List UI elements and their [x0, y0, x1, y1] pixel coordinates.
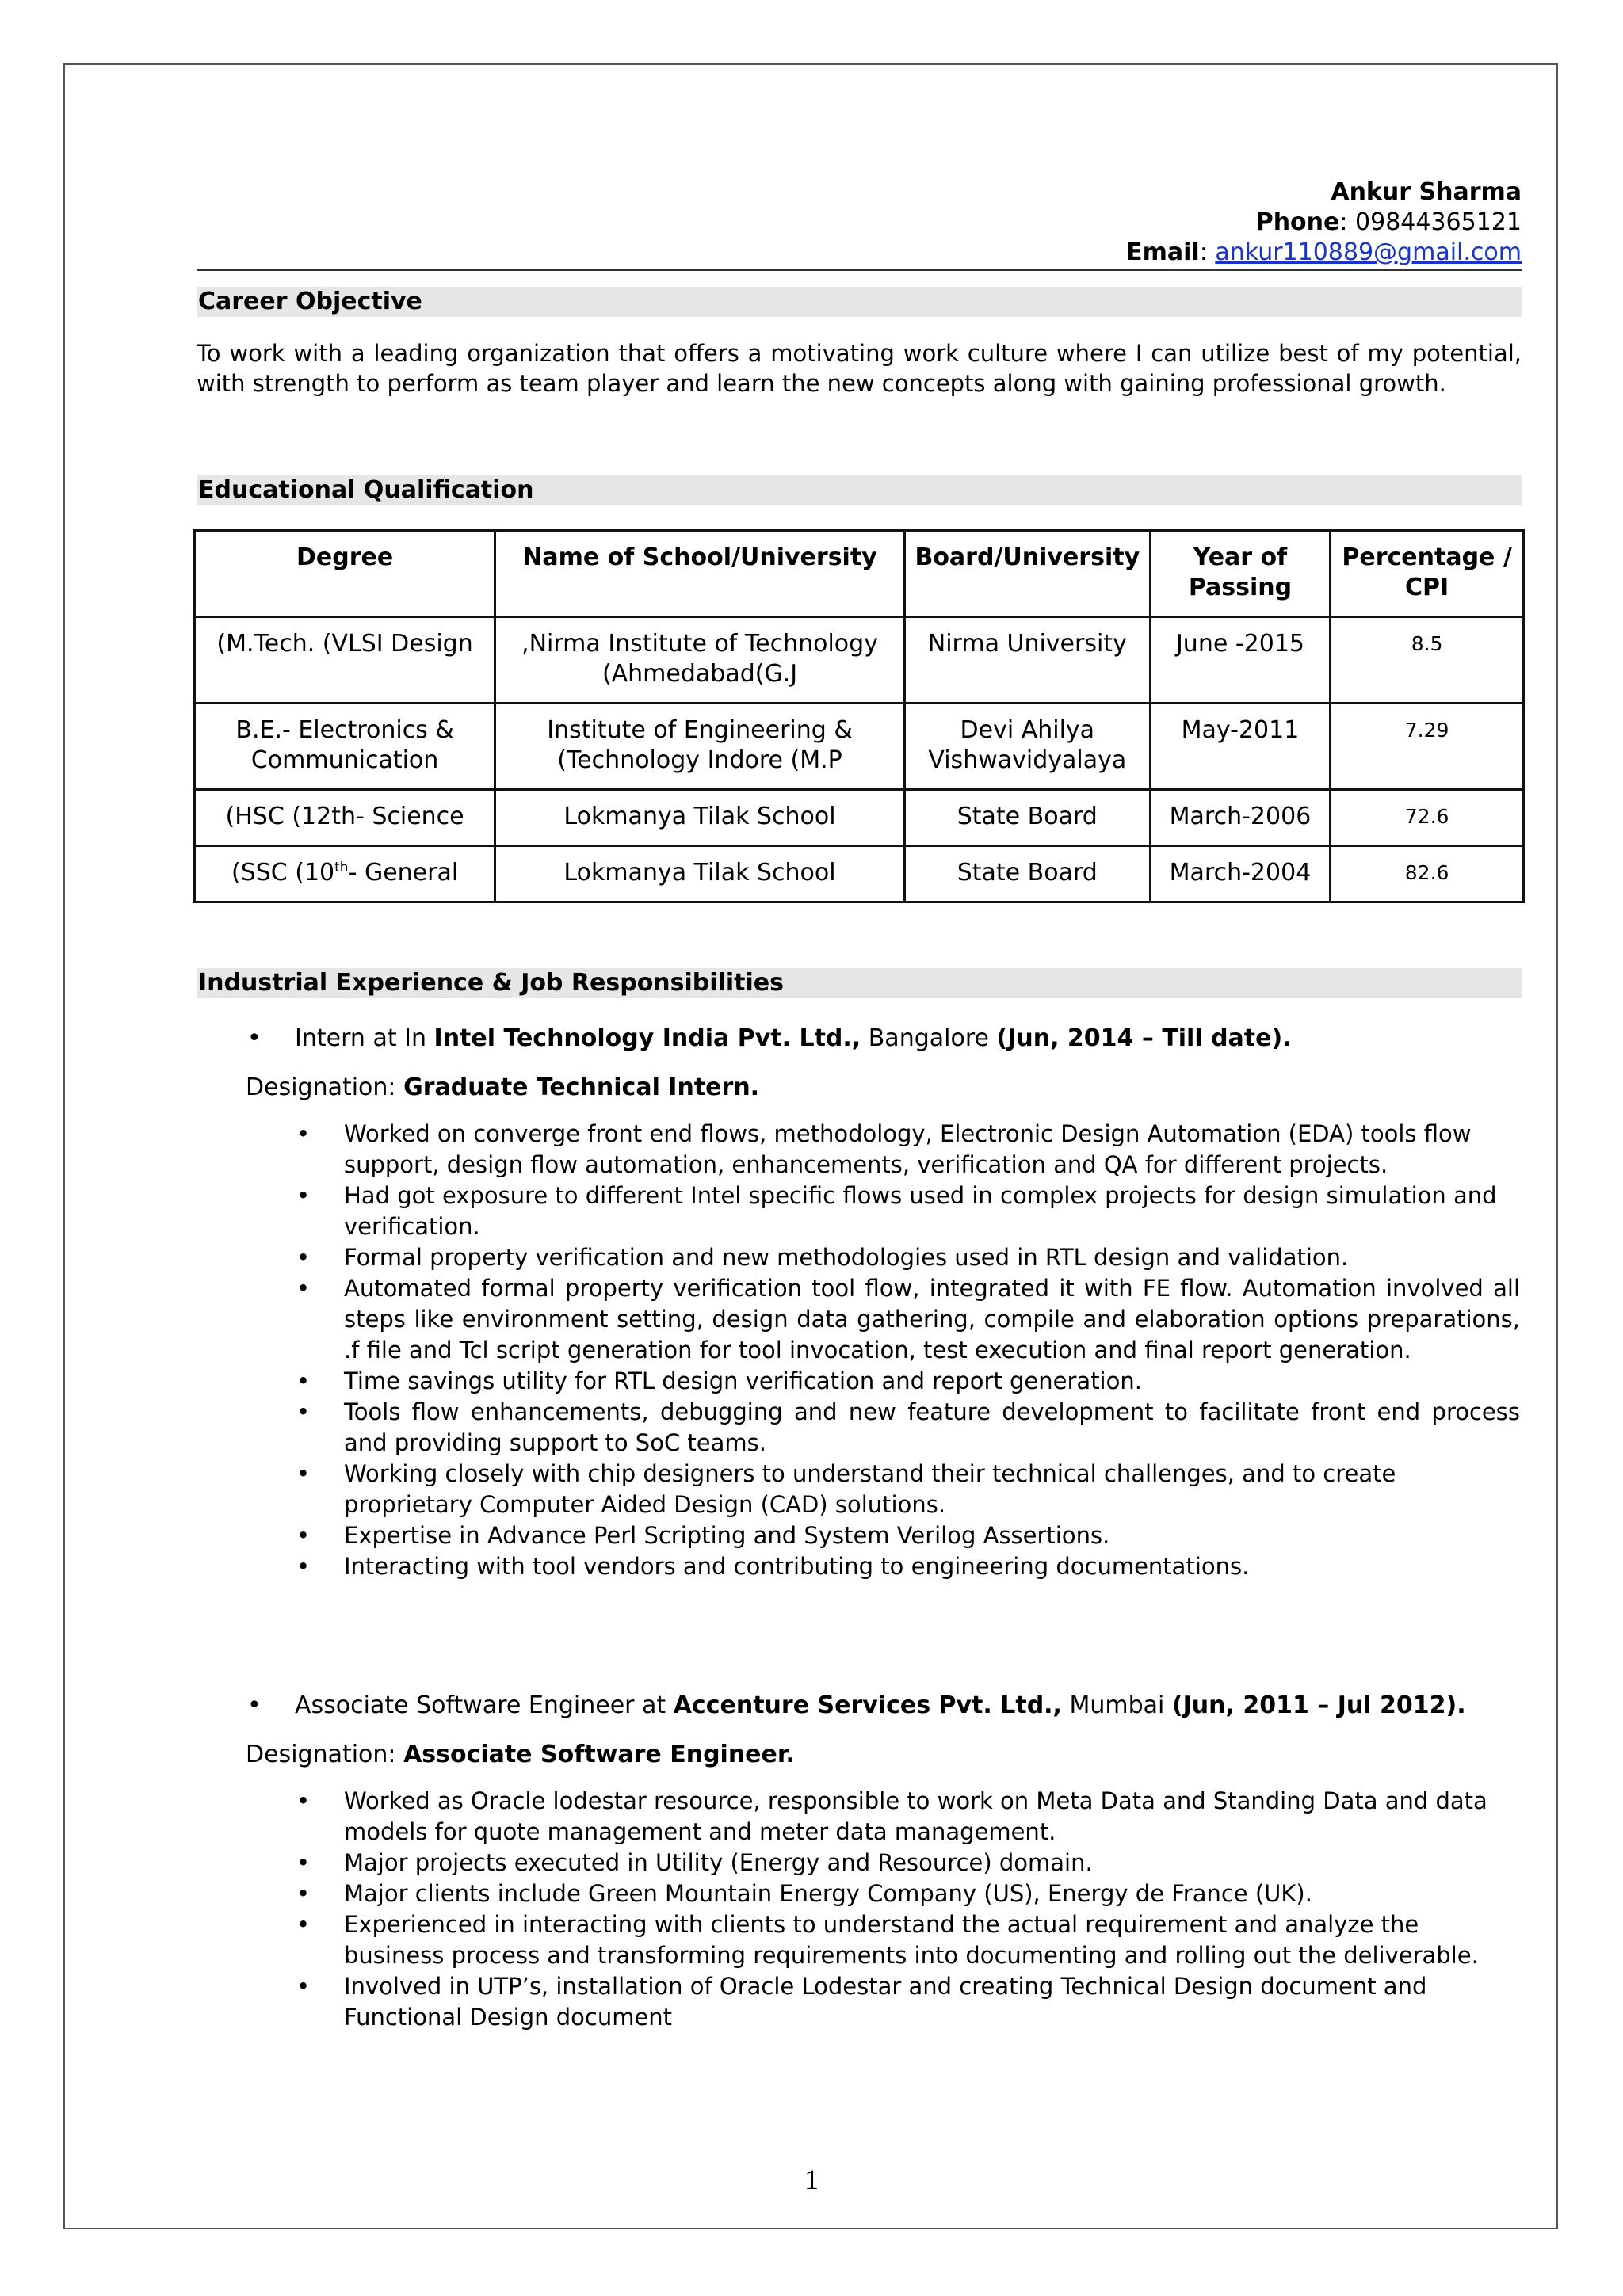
- job-city: Mumbai: [1061, 1691, 1172, 1719]
- school-cell: Lokmanya Tilak School: [495, 846, 905, 902]
- degree-cell: (HSC (12th- Science: [195, 790, 495, 846]
- contact-header: [197, 177, 1522, 268]
- board-cell: State Board: [904, 790, 1150, 846]
- year-cell: March-2004: [1150, 846, 1330, 902]
- job-title-line: [295, 1691, 1466, 1721]
- list-item: • Major clients include Green Mountain Energy Company (US), Energy de France (UK).: [344, 1878, 1520, 1909]
- job-title-line: [295, 1024, 1292, 1054]
- table-row: [195, 846, 1524, 902]
- job-period: (Jun, 2014 – Till date).: [996, 1024, 1292, 1052]
- year-cell: May-2011: [1150, 704, 1330, 790]
- board-cell: Nirma University: [904, 617, 1150, 704]
- year-cell: March-2006: [1150, 790, 1330, 846]
- school-cell: Lokmanya Tilak School: [495, 790, 905, 846]
- percentage-cell: 72.6: [1331, 790, 1524, 846]
- list-item: • Involved in UTP’s, installation of Oracle Lodestar and creating Technical Design document and Functional Design document: [344, 1971, 1520, 2033]
- list-item: • Had got exposure to different Intel specific flows used in complex projects for design simulation and verification.: [344, 1180, 1520, 1242]
- degree-text: (SSC (10: [231, 859, 335, 887]
- designation-value: Associate Software Engineer.: [403, 1741, 795, 1768]
- column-header: Degree: [195, 531, 495, 617]
- column-header: Percentage / CPI: [1331, 531, 1524, 617]
- section-heading-experience: Industrial Experience & Job Responsibilities: [197, 968, 1522, 998]
- candidate-name: Ankur Sharma: [1331, 178, 1522, 206]
- email-label: Email: [1126, 238, 1200, 266]
- year-cell: June -2015: [1150, 617, 1330, 704]
- header-divider: [197, 269, 1522, 271]
- board-cell: State Board: [904, 846, 1150, 902]
- designation-line: [246, 1073, 759, 1103]
- designation-line: [246, 1740, 795, 1770]
- table-row: [195, 704, 1524, 790]
- degree-cell: (M.Tech. (VLSI Design: [195, 617, 495, 704]
- table-row: [195, 790, 1524, 846]
- percentage-cell: 82.6: [1331, 846, 1524, 902]
- designation-value: Graduate Technical Intern.: [403, 1074, 760, 1101]
- section-heading-education: Educational Qualification: [197, 475, 1522, 505]
- list-item: • Automated formal property verification tool flow, integrated it with FE flow. Automation involved all steps like environment setting, design data gathering, compile and elaboration options preparations, .f file and Tcl script generation for tool invocation, test execution and final report generation.: [344, 1273, 1520, 1366]
- responsibility-list: [344, 1786, 1520, 2033]
- degree-text-suffix: - General: [348, 859, 459, 887]
- list-item: • Formal property verification and new methodologies used in RTL design and validation.: [344, 1242, 1520, 1273]
- job-period: (Jun, 2011 – Jul 2012).: [1171, 1691, 1466, 1719]
- bullet-icon: •: [247, 1691, 262, 1719]
- column-header: Board/University: [904, 531, 1150, 617]
- list-item: • Expertise in Advance Perl Scripting and System Verilog Assertions.: [344, 1520, 1520, 1551]
- job-city: Bangalore: [861, 1024, 997, 1052]
- job-role: Intern at In: [295, 1024, 434, 1052]
- phone-label: Phone: [1255, 208, 1340, 236]
- table-row: [195, 617, 1524, 704]
- degree-superscript: th: [334, 860, 349, 875]
- list-item: • Experienced in interacting with clients to understand the actual requirement and analyze the business process and transforming requirements into documenting and rolling out the deliverable.: [344, 1909, 1520, 1971]
- percentage-cell: 7.29: [1331, 704, 1524, 790]
- list-item: • Interacting with tool vendors and contributing to engineering documentations.: [344, 1551, 1520, 1582]
- board-cell: Devi Ahilya Vishwavidyalaya: [904, 704, 1150, 790]
- education-table: [193, 529, 1525, 903]
- list-item: • Worked as Oracle lodestar resource, responsible to work on Meta Data and Standing Data and data models for quote management and meter data management.: [344, 1786, 1520, 1848]
- list-item: • Working closely with chip designers to understand their technical challenges, and to create proprietary Computer Aided Design (CAD) solutions.: [344, 1459, 1520, 1520]
- company-name: Intel Technology India Pvt. Ltd.,: [433, 1024, 861, 1052]
- column-header: Year of Passing: [1150, 531, 1330, 617]
- school-cell: ,Nirma Institute of Technology (Ahmedabad(G.J: [495, 617, 905, 704]
- degree-cell: B.E.- Electronics & Communication: [195, 704, 495, 790]
- phone-line: Phone: 09844365121: [1255, 208, 1522, 236]
- percentage-cell: 8.5: [1331, 617, 1524, 704]
- table-header-row: [195, 531, 1524, 617]
- list-item: • Major projects executed in Utility (Energy and Resource) domain.: [344, 1848, 1520, 1878]
- career-objective-text: To work with a leading organization that offers a motivating work culture where I can utilize best of my potential, with strength to perform as team player and learn the new concepts along with gaining professional growth.: [197, 340, 1522, 397]
- designation-label: Designation:: [246, 1074, 404, 1101]
- job-role: Associate Software Engineer at: [295, 1691, 674, 1719]
- page-number: 1: [804, 2164, 819, 2195]
- list-item: • Worked on converge front end flows, methodology, Electronic Design Automation (EDA) tools flow support, design flow automation, enhancements, verification and QA for different projects.: [344, 1119, 1520, 1180]
- phone-value: 09844365121: [1355, 208, 1522, 236]
- list-item: • Tools flow enhancements, debugging and new feature development to facilitate front end process and providing support to SoC teams.: [344, 1397, 1520, 1459]
- bullet-icon: •: [247, 1024, 262, 1052]
- degree-cell: [195, 846, 495, 902]
- designation-label: Designation:: [246, 1741, 404, 1768]
- email-link[interactable]: ankur110889@gmail.com: [1215, 238, 1522, 266]
- school-cell: Institute of Engineering & (Technology Indore (M.P: [495, 704, 905, 790]
- email-line: Email: ankur110889@gmail.com: [1126, 238, 1522, 266]
- column-header: Name of School/University: [495, 531, 905, 617]
- section-heading-career: Career Objective: [197, 287, 1522, 317]
- responsibility-list: [344, 1119, 1520, 1582]
- list-item: • Time savings utility for RTL design verification and report generation.: [344, 1366, 1520, 1397]
- company-name: Accenture Services Pvt. Ltd.,: [673, 1691, 1062, 1719]
